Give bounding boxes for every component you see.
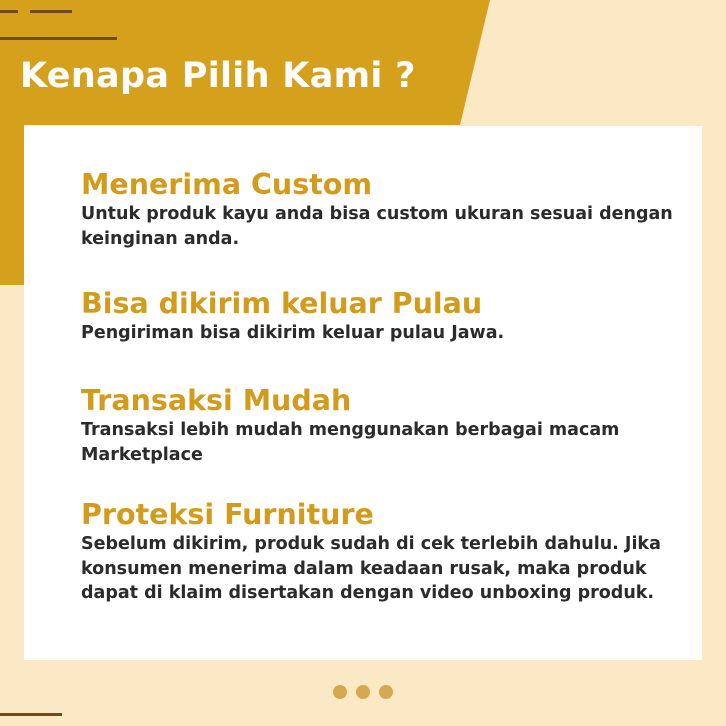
pagination-dot[interactable] (333, 685, 347, 699)
feature-description: Pengiriman bisa dikirim keluar pulau Jawa. (81, 323, 505, 343)
pagination-dot[interactable] (379, 685, 393, 699)
decorative-line (0, 713, 62, 716)
decorative-line (0, 37, 117, 40)
feature-title: Transaksi Mudah (81, 384, 352, 417)
decorative-line (0, 10, 18, 13)
feature-item-shipping (81, 287, 696, 346)
feature-description: Sebelum dikirim, produk sudah di cek terlebih dahulu. Jika konsumen menerima dalam keadaan rusak, maka produk dapat di klaim disertakan dengan video unboxing produk. (81, 534, 661, 603)
pagination-dot[interactable] (356, 685, 370, 699)
page-title: Kenapa Pilih Kami ? (20, 56, 416, 96)
decorative-line (30, 10, 72, 13)
feature-title: Menerima Custom (81, 168, 373, 201)
features-card (24, 126, 702, 660)
feature-title: Bisa dikirim keluar Pulau (81, 287, 483, 320)
pagination-dots (333, 685, 393, 699)
feature-description: Untuk produk kayu anda bisa custom ukuran sesuai dengan keinginan anda. (81, 204, 673, 249)
feature-item-transaction (81, 384, 696, 467)
feature-item-custom (81, 168, 696, 251)
feature-description: Transaksi lebih mudah menggunakan berbagai macam Marketplace (81, 420, 620, 465)
feature-title: Proteksi Furniture (81, 498, 374, 531)
feature-item-protection (81, 498, 696, 606)
